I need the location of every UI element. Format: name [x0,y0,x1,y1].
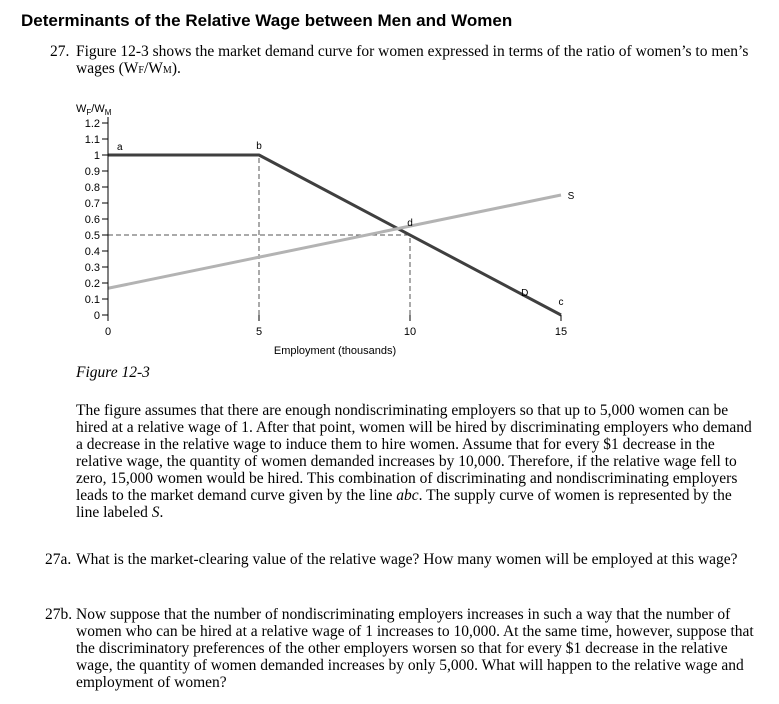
explanation-paragraph [76,402,756,521]
question-27-sub-m: M [162,65,172,76]
point-label-c: c [558,297,564,308]
y-tick-label: 0.4 [84,246,100,258]
question-27-sub-f: F [138,65,144,76]
question-27a-number: 27a. [45,551,72,568]
y-tick-label: 1.2 [84,118,100,130]
point-label-d: d [407,218,413,229]
question-27-slash: /W [143,60,163,77]
point-label-s: S [567,191,575,202]
paragraph-text-after: . [159,504,164,521]
y-tick-label: 0.5 [84,230,100,242]
paragraph-text-middle: . The supply curve of women is represented by the line labeled [76,487,732,521]
y-tick-label: 0.9 [84,166,100,178]
figure-caption: Figure 12-3 [76,364,150,381]
y-axis-label: $W_F/W_M$ [76,103,112,117]
x-tick-label: 10 [403,326,417,338]
x-tick-label: 15 [554,326,568,338]
y-tick-label: 0.2 [84,278,100,290]
series-line-s [108,195,561,288]
question-27a-text: What is the market-clearing value of the relative wage? How many women will be employed at this wage? [76,551,738,568]
point-label-a: a [117,142,123,153]
question-27-text-before: Figure 12-3 shows the market demand curve for women expressed in terms of the ratio of women’s to men’s wages (W [76,43,749,77]
section-title: Determinants of the Relative Wage between Men and Women [21,11,513,30]
y-tick-label: 0.1 [84,294,100,306]
x-axis-label: Employment (thousands) [273,345,397,357]
axes-layer [85,117,567,338]
y-tick-label: 0.7 [84,198,100,210]
y-tick-label: 0.8 [84,182,100,194]
y-tick-label: 0.3 [84,262,100,274]
y-tick-label: 0 [93,310,100,322]
paragraph-s: S [151,504,160,521]
question-27b-number: 27b. [45,606,73,623]
y-tick-label: 1 [93,150,100,162]
point-label-b: b [256,141,262,152]
x-tick-label: 5 [255,326,263,338]
paragraph-abc: abc [396,487,419,504]
y-tick-label: 1.1 [84,134,100,146]
point-label-d: D [521,287,529,299]
point-labels [117,141,575,308]
paragraph-text-before: The figure assumes that there are enough nondiscriminating employers so that up to 5,000 women can be hired at a relative wage of 1. After that point, women will be hired by discriminating employers who demand a decrease in the relative wage to induce them to hire women. Assume that for every $1 decrease in the relative wage, the quantity of women demanded increases by 10,000. Therefore, if the relative wage fell to zero, 15,000 women would be hired. This combination of discriminating and nondiscriminating employers leads to the market demand curve given by the line [76,402,752,504]
question-27-number: 27. [50,43,70,60]
question-27-text-after: ). [171,60,181,77]
y-tick-label: 0.6 [84,214,100,226]
question-27b-text: Now suppose that the number of nondiscriminating employers increases in such a way that the number of women who can be hired at a relative wage of 1 increases to 10,000. At the same time, however, suppose that the discriminatory preferences of the other employers worsen so that for every $1 decrease in the relative wage, the quantity of women demanded increases by only 5,000. What will happen to the relative wage and employment of women? [76,606,754,691]
x-tick-label: 0 [104,326,112,338]
